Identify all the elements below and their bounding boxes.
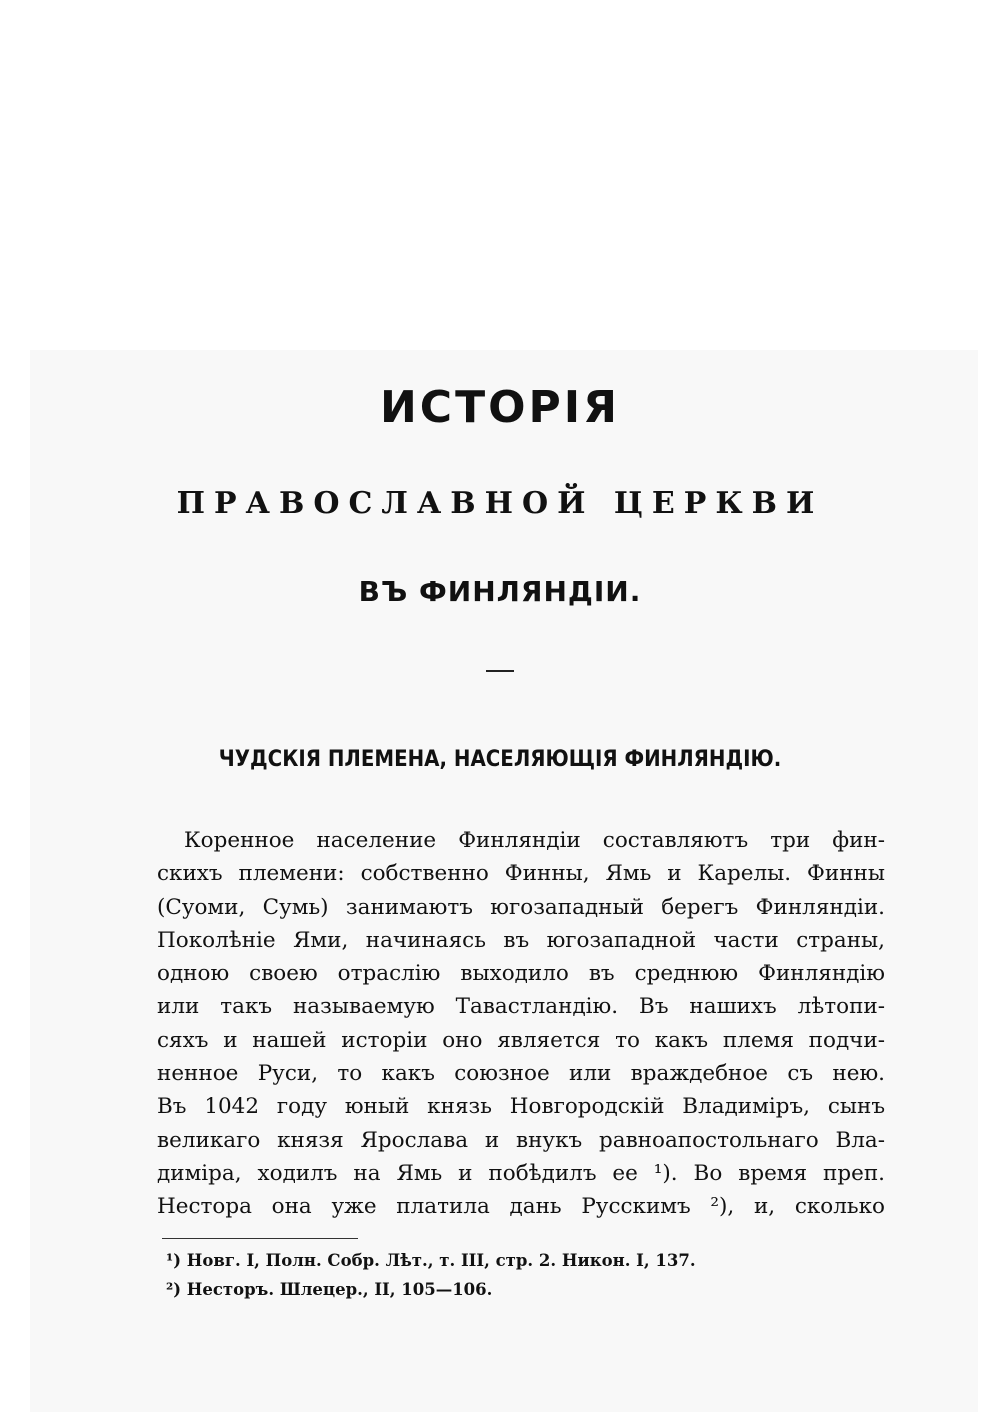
body-text (157, 824, 885, 1224)
body-line: ненное Руси, то какъ союзное или враждебное съ нею. (157, 1061, 885, 1087)
footnote-2: ²) Несторъ. Шлецер., II, 105—106. (166, 1280, 493, 1299)
body-line: одною своею отраслію выходило въ среднюю Финляндію (157, 961, 885, 987)
footnotes (166, 1246, 866, 1304)
footnote-1: ¹) Новг. I, Полн. Собр. Лѣт., т. III, стр. 2. Никон. I, 137. (166, 1251, 696, 1270)
footnote-separator (162, 1238, 358, 1239)
body-line: Нестора она уже платила дань Русскимъ ²), и, сколько (157, 1194, 885, 1220)
body-line: сяхъ и нашей исторіи оно является то какъ племя подчи- (157, 1027, 885, 1053)
main-title: ИСТОРІЯ (379, 382, 621, 433)
subtitle: ПРАВОСЛАВНОЙ ЦЕРКВИ (176, 486, 824, 521)
body-line: Коренное население Финляндіи составляютъ три фин- (184, 828, 885, 853)
title-rule (486, 670, 514, 672)
body-line: великаго князя Ярослава и внукъ равноапостольнаго Вла- (157, 1127, 885, 1153)
body-line: Поколѣніе Ями, начинаясь въ югозападной части страны, (157, 927, 885, 953)
body-line: или такъ называемую Тавастландію. Въ нашихъ лѣтопи- (157, 994, 885, 1020)
subtitle-finland: ВЪ ФИНЛЯНДІИ. (358, 575, 642, 608)
body-line: Въ 1042 году юный князь Новгородскій Владиміръ, сынъ (157, 1094, 885, 1120)
body-line: диміра, ходилъ на Ямь и побѣдилъ ее ¹). Во время преп. (157, 1160, 885, 1186)
body-line: (Суоми, Сумь) занимаютъ югозападный берегъ Финляндіи. (157, 894, 885, 920)
body-line: скихъ племени: собственно Финны, Ямь и Карелы. Финны (157, 861, 885, 887)
section-title: ЧУДСКІЯ ПЛЕМЕНА, НАСЕЛЯЮЩІЯ ФИНЛЯНДІЮ. (218, 747, 782, 772)
